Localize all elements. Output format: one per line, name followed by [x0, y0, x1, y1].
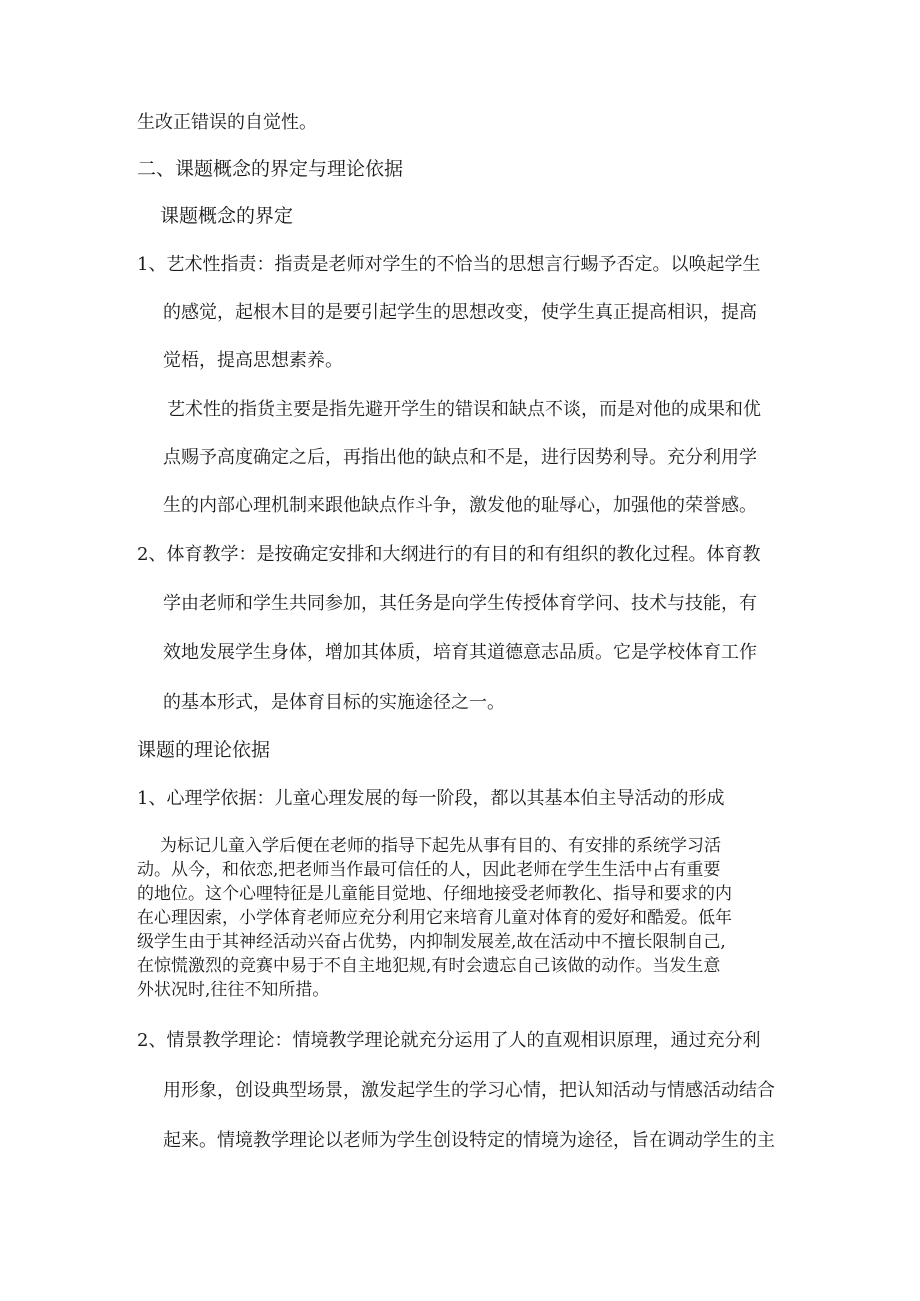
paragraph-line: 的基本形式，是体育目标的实施途径之一。 [163, 692, 505, 713]
paragraph-line: 点赐予高度确定之后，再指出他的缺点和不是，进行因势利导。充分利用学 [163, 447, 757, 468]
paragraph-line: 的地位。这个心哩特征是儿童能目觉地、仔细地接受老师教化、指导和要求的内 [137, 884, 732, 904]
paragraph-line: 用形象，创设典型场景，激发起学生的学习心情，把认知活动与情感活动结合 [163, 1080, 775, 1101]
paragraph-line: 生的内部心理机制来跟他缺点作斗争，激发他的耻辱心，加强他的荣誉感。 [163, 495, 757, 516]
paragraph-line: 2、体育教学：是按确定安排和大纲进行的有目的和有组织的教化过程。体育教 [137, 544, 761, 565]
paragraph-line: 艺术性的指货主要是指先避开学生的错误和缺点不谈，而是对他的成果和优 [167, 399, 761, 420]
paragraph-line: 学由老师和学生共同参加，其任务是向学生传授体育学问、技术与技能，有 [163, 593, 757, 614]
paragraph-line: 动。从今，和依恋,把老师当作最可信任的人，因此老师在学生生活中占有重要 [137, 860, 721, 880]
paragraph-line: 在心理因索，小学体育老师应充分利用它来培育儿童对体育的爱好和酷爱。低年 [137, 908, 732, 928]
paragraph-line: 觉梧，提高思想素养。 [163, 350, 343, 371]
paragraph-line: 生改正错误的自觉性。 [137, 112, 317, 133]
section-heading: 二、课题概念的界定与理论依据 [137, 158, 404, 180]
paragraph-line: 1、心理学依据：儿童心理发展的每一阶段，都以其基本伯主导活动的形成 [137, 788, 725, 809]
paragraph-line: 效地发展学生身体，增加其体质，培育其道德意志品质。它是学校体育工作 [163, 642, 757, 663]
paragraph-line: 在惊慌激烈的竞赛中易于不自主地犯规,有时会遗忘自己该做的动作。当发生意 [137, 956, 721, 976]
paragraph-line: 1、艺术性指责：指责是老师对学生的不恰当的思想言行蜴予否定。以唤起学生 [137, 254, 761, 275]
paragraph-line: 起来。情境教学理论以老师为学生创设特定的情境为途径，旨在调动学生的主 [163, 1130, 775, 1151]
paragraph-line: 的感觉，起根木目的是要引起学生的思想改变，使学生真正提高相识，提高 [163, 302, 757, 323]
paragraph-line: 外状况时,往往不知所措。 [137, 980, 330, 1000]
subsection-heading: 课题的理论依据 [137, 739, 271, 761]
paragraph-line: 级学生由于其神经活动兴奋占优势，内抑制发展差,故在活动中不擅长限制自己, [137, 932, 726, 952]
paragraph-line: 2、情景教学理论：情境教学理论就充分运用了人的直观相识原理，通过充分利 [137, 1030, 761, 1051]
paragraph-line: 为标记儿童入学后便在老师的指导下起先从事有目的、有安排的系统学习活 [160, 836, 721, 856]
subsection-heading: 课题概念的界定 [160, 205, 294, 227]
